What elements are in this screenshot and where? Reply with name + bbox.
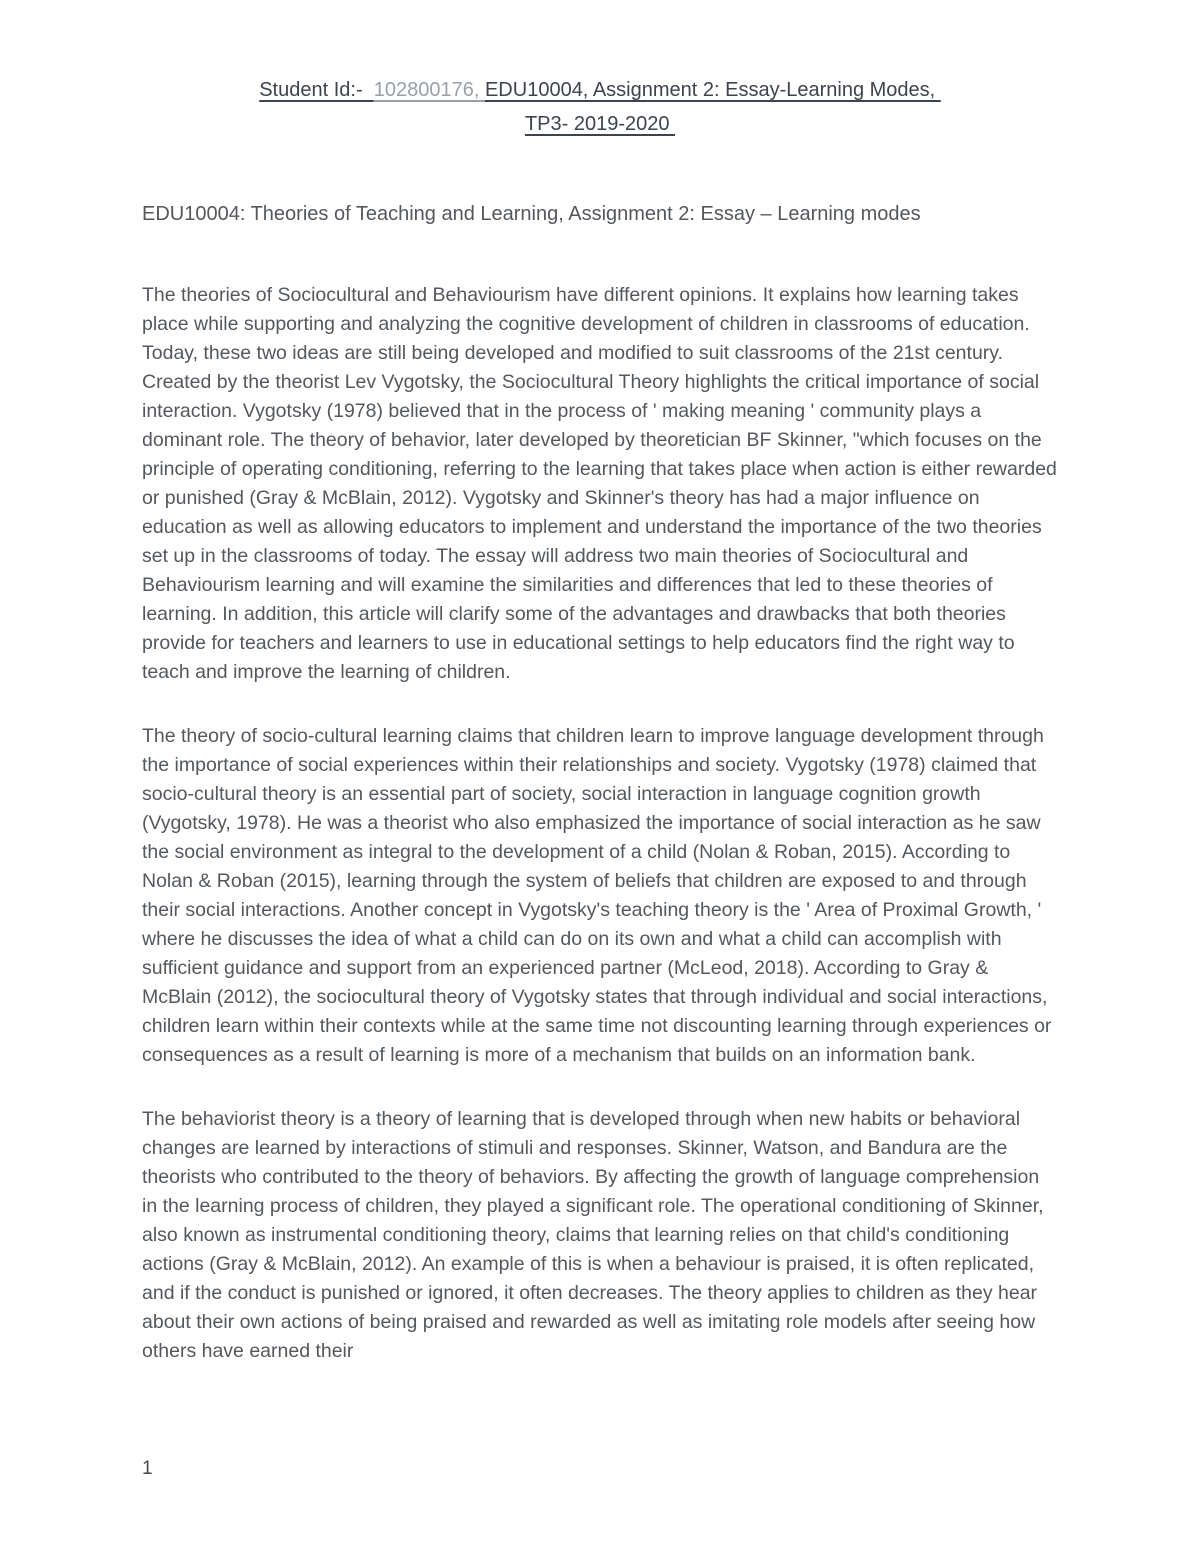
essay-title: EDU10004: Theories of Teaching and Learning, Assignment 2: Essay – Learning modes [142, 203, 921, 225]
page-header [142, 73, 1058, 141]
essay-paragraph-intro: The theories of Sociocultural and Behaviourism have different opinions. It explains how learning takes place while supporting and analyzing the cognitive development of children in classrooms of education. Today, these two ideas are still being developed and modified to suit classrooms of the 21st century. Created by the theorist Lev Vygotsky, the Sociocultural Theory highlights the critical importance of social interaction. Vygotsky (1978) believed that in the process of ' making meaning ' community plays a dominant role. The theory of behavior, later developed by theoretician BF Skinner, "which focuses on the principle of operating conditioning, referring to the learning that takes place when action is either rewarded or punished (Gray & McBlain, 2012). Vygotsky and Skinner's theory has had a major influence on education as well as allowing educators to implement and understand the importance of the two theories set up in the classrooms of today. The essay will address two main theories of Sociocultural and Behaviourism learning and will examine the similarities and differences that led to these theories of learning. In addition, this article will clarify some of the advantages and drawbacks that both theories provide for teachers and learners to use in educational settings to help educators find the right way to teach and improve the learning of children. [142, 284, 1057, 683]
page-number: 1 [142, 1458, 153, 1479]
essay-paragraph-sociocultural: The theory of socio-cultural learning claims that children learn to improve language development through the importance of social experiences within their relationships and society. Vygotsky (1978) claimed that socio-cultural theory is an essential part of society, social interaction in language cognition growth (Vygotsky, 1978). He was a theorist who also emphasized the importance of social interaction as he saw the social environment as integral to the development of a child (Nolan & Roban, 2015). According to Nolan & Roban (2015), learning through the system of beliefs that children are exposed to and through their social interactions. Another concept in Vygotsky's teaching theory is the ' Area of Proximal Growth, ' where he discusses the idea of what a child can do on its own and what a child can accomplish with sufficient guidance and support from an experienced partner (McLeod, 2018). According to Gray & McBlain (2012), the sociocultural theory of Vygotsky states that through individual and social interactions, children learn within their contexts while at the same time not discounting learning through experiences or consequences as a result of learning is more of a mechanism that builds on an information bank. [142, 725, 1052, 1066]
header-student-id-label: Student Id:- [259, 79, 374, 101]
header-course-info: EDU10004, Assignment 2: Essay-Learning Modes, [484, 79, 941, 101]
header-student-id-value: 102800176, [373, 79, 485, 101]
header-term: TP3- 2019-2020 [524, 113, 676, 135]
essay-body [142, 281, 1058, 1366]
essay-paragraph-behaviorist: The behaviorist theory is a theory of learning that is developed through when new habits or behavioral changes are learned by interactions of stimuli and responses. Skinner, Watson, and Bandura are the theorists who contributed to the theory of behaviors. By affecting the growth of language comprehension in the learning process of children, they played a significant role. The operational conditioning of Skinner, also known as instrumental conditioning theory, claims that learning relies on that child's conditioning actions (Gray & McBlain, 2012). An example of this is when a behaviour is praised, it is often replicated, and if the conduct is punished or ignored, it often decreases. The theory applies to children as they hear about their own actions of being praised and rewarded as well as imitating role models after seeing how others have earned their [142, 1108, 1044, 1362]
